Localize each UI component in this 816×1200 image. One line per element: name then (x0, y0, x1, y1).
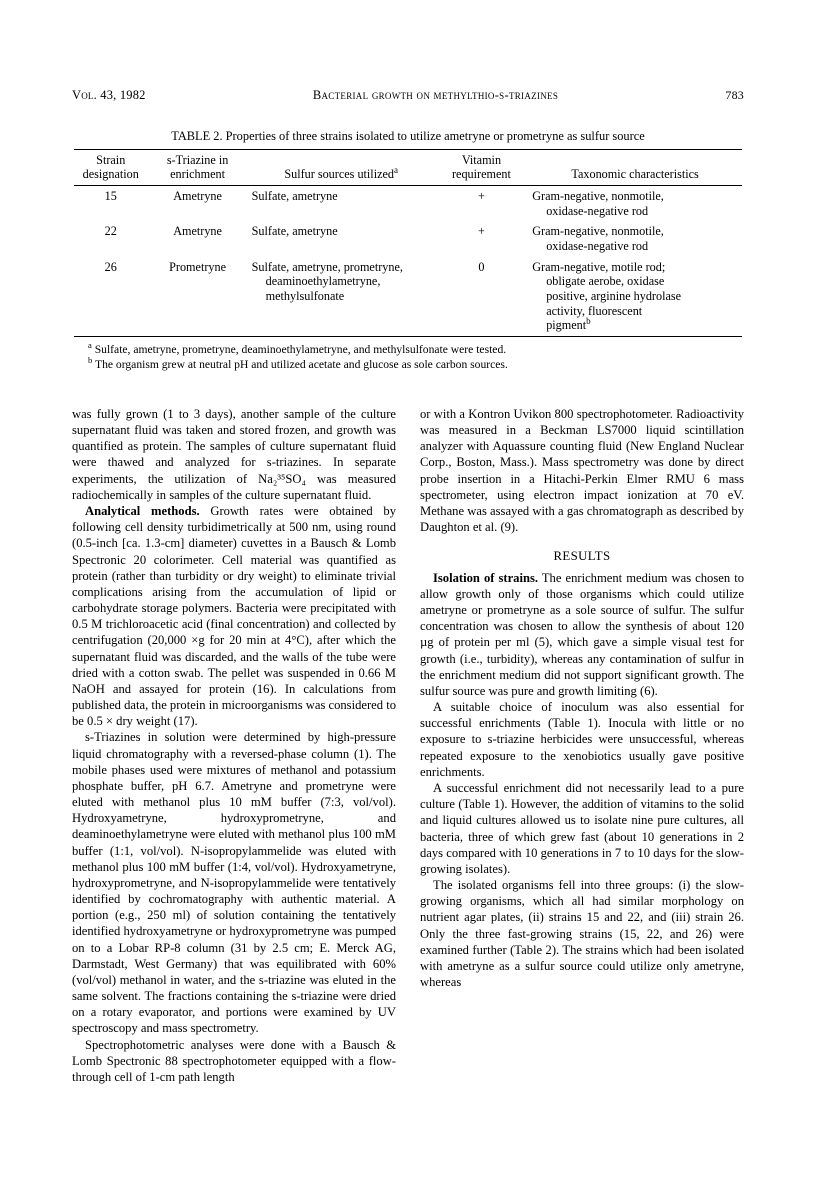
table-caption: TABLE 2. Properties of three strains isolated to utilize ametryne or prometryne as sulfur source (171, 129, 645, 143)
cell-triazine: Ametryne (173, 224, 222, 239)
table-row (74, 221, 742, 256)
cell-vitamin: + (478, 224, 485, 239)
cell-vitamin: 0 (478, 259, 485, 274)
table-row (74, 257, 742, 337)
cell-sulfur (248, 221, 435, 256)
cell-taxonomy-footnote-marker: b (586, 316, 591, 327)
col-header-triazine-line1: s-Triazine in enrichment (166, 153, 229, 182)
col-header-strain-line1: Strain designation (82, 153, 139, 182)
cell-taxonomy-line2: oxidase-negative rod (546, 238, 649, 253)
cell-taxonomy-line3: positive, arginine hydrolase (546, 288, 682, 303)
footnote-a-text: Sulfate, ametryne, prometryne, deaminoethylametryne, and methylsulfonate were tested. (94, 342, 507, 356)
runin-head-isolation-of-strains: Isolation of strains. (433, 570, 539, 585)
cell-taxonomy (528, 186, 742, 222)
paragraph-analytical-methods-text: Growth rates were obtained by following cell density turbidimetrically at 500 nm, using round (0.5-inch [ca. 1.3-cm] diameter) cuvettes in a Bausch & Lomb Spectronic 20 colorimeter. Cell material was quantified as protein (rather than turbidity or dry weight) to eliminate trivial complications arising from the accumulation of lipid or carbohydrate storage polymers. Bacteria were precipitated with 0.5 M trichloroacetic acid (final concentration) and collected by centrifugation (20,000 ×g for 20 min at 4°C), after which the supernatant fluid was discarded, and the walls of the tube were dried with a cotton swab. The pellet was suspended in 0.66 M NaOH and assayed for protein (16). In calculations from published data, the protein in microorganisms was considered to be 0.5 × dry weight (17). (72, 503, 397, 729)
col-header-triazine (147, 150, 247, 186)
footnote-b-text: The organism grew at neutral pH and utilized acetate and glucose as sole carbon sources. (95, 357, 508, 371)
table-row (74, 186, 742, 222)
footnote-b-marker: b (88, 355, 93, 366)
footnote-b (74, 357, 742, 372)
col-header-taxonomy (528, 150, 742, 186)
cell-taxonomy-line5 (532, 318, 738, 333)
cell-vitamin: + (478, 189, 485, 204)
col-header-strain (74, 150, 147, 186)
table-2 (74, 129, 742, 372)
col-header-vitamin-line1: Vitamin requirement (452, 153, 511, 182)
col-header-sulfur-label: Sulfur sources utilized (284, 167, 394, 182)
page-title: Bacterial growth on methylthio-s-triazines (312, 88, 559, 102)
column-right (420, 406, 744, 1085)
cell-taxonomy-line2: obligate aerobe, oxidase (546, 274, 665, 289)
paragraph-analytical-methods (72, 503, 396, 729)
table-header-row (74, 150, 742, 186)
col-header-sulfur (248, 150, 435, 186)
col-header-taxonomy-line1: Taxonomic characteristics (571, 167, 699, 182)
article-body (72, 406, 744, 1085)
cell-triazine: Prometryne (169, 259, 226, 274)
cell-taxonomy-line2: oxidase-negative rod (546, 203, 649, 218)
cell-sulfur (248, 186, 435, 222)
section-heading-results: RESULTS (553, 549, 611, 564)
paragraph-spectrophotometric: Spectrophotometric analyses were done with a Bausch & Lomb Spectronic 88 spectrophotometer equipped with a flow-through cell of 1-cm path length (72, 1037, 396, 1084)
page-number: 783 (725, 88, 744, 102)
table-footnotes (74, 339, 742, 372)
footnote-a (74, 339, 742, 357)
cell-taxonomy-line1: Gram-negative, motile rod; (532, 259, 666, 274)
properties-table (74, 149, 742, 337)
cell-sulfur-line: Sulfate, ametryne (251, 224, 338, 239)
cell-strain: 22 (104, 224, 117, 239)
cell-sulfur (248, 257, 435, 337)
cell-taxonomy (528, 257, 742, 337)
cell-sulfur-line3: methylsulfonate (265, 288, 345, 303)
paragraph-triazines-hplc: s-Triazines in solution were determined by high-pressure liquid chromatography with a reversed-phase column (1). The mobile phases used were mixtures of methanol and potassium phosphate buffer, pH 6.7. Ametryne and prometryne were eluted with methanol plus 10 mM buffer (7:3, vol/vol). Hydroxyametryne, hydroxyprometryne, and deaminoethylametryne were eluted with methanol plus 100 mM buffer (1:1, vol/vol). N-isopropylammelide was eluted with methanol plus 100 mM buffer (1:4, vol/vol). Hydroxyametryne, hydroxyprometryne, and N-isopropylammelide were tentatively identified by cochromatography with authentic material. A portion (e.g., 250 ml) of solution containing the tentatively identified hydroxyametryne or hydroxyprometryne was pumped on to a Lobar RP-8 column (31 by 2.5 cm; E. Merck AG, Darmstadt, West Germany) that was equilibrated with 60% (vol/vol) methanol in water, and the s-triazine was eluted in the same solvent. The fractions containing the s-triazine were dried on a rotary evaporator, and portions were examined by UV spectroscopy and mass spectrometry. (72, 730, 396, 1036)
cell-taxonomy-line5-text: pigment (546, 318, 587, 333)
paragraph-instruments: or with a Kontron Uvikon 800 spectrophotometer. Radioactivity was measured in a Beckman LS7000 liquid scintillation analyzer with Aquassure counting fluid (New England Nuclear Corp., Boston, Mass.). Mass spectrometry was done by direct probe insertion in a Hitachi-Perkin Elmer RMU 6 mass spectrometer, using electron impact ionization at 70 eV. Methane was assayed with a gas chromatograph as described by Daughton et al. (9). (420, 406, 744, 535)
footnote-a-marker: a (88, 339, 92, 350)
cell-sulfur-line: Sulfate, ametryne (251, 189, 338, 204)
cell-taxonomy (528, 221, 742, 256)
runin-head-analytical-methods: Analytical methods. (85, 503, 200, 518)
paragraph-inoculum: A suitable choice of inoculum was also essential for successful enrichments (Table 1). Inocula with little or no exposure to s-triazine herbicides were unsuccessful, whereas repeated exposure to the xenobiotics usually gave positive enrichments. (420, 700, 744, 779)
running-head (72, 88, 744, 103)
paragraph-three-groups: The isolated organisms fell into three groups: (i) the slow-growing organisms, which all had similar morphology on nutrient agar plates, (ii) strains 15 and 22, and (iii) strain 26. Only the three fast-growing strains (15, 22, and 26) were examined further (Table 2). The strains which had been isolated with ametryne as a sulfur source could utilize only ametryne, whereas (420, 878, 744, 990)
col-header-sulfur-footnote-marker: a (394, 164, 399, 175)
cell-triazine: Ametryne (173, 189, 222, 204)
cell-taxonomy-line1: Gram-negative, nonmotile, (532, 189, 664, 204)
col-header-vitamin (435, 150, 529, 186)
paragraph-isolation-of-strains (420, 570, 744, 699)
cell-taxonomy-line4: activity, fluorescent (546, 303, 643, 318)
cell-sulfur-line1: Sulfate, ametryne, prometryne, (251, 259, 403, 274)
paragraph-pure-cultures: A successful enrichment did not necessarily lead to a pure culture (Table 1). However, the addition of vitamins to the solid and liquid cultures allowed us to isolate nine pure cultures, all bacteria, three of which grew fast (about 10 generations in 2 days compared with 10 generations in 7 to 10 days for the slow-growing isolates). (420, 781, 744, 876)
volume-year: Vol. 43, 1982 (72, 88, 146, 102)
cell-strain: 15 (104, 189, 117, 204)
paragraph-isolation-text: The enrichment medium was chosen to allow growth only of those organisms which could utilize ametryne or prometryne as a sole source of sulfur. The sulfur concentration was chosen to allow the synthesis of about 120 µg of protein per ml (5), which gave a simple visual test for growth (i.e., turbidity), whereas any contamination of sulfur in the enrichment medium did not support significant growth. The sulfur source was pure and growth limiting (6). (420, 570, 744, 698)
column-left (72, 406, 396, 1085)
cell-sulfur-line2: deaminoethylametryne, (265, 274, 381, 289)
paragraph-continued: was fully grown (1 to 3 days), another sample of the culture supernatant fluid was taken and stored frozen, and growth was quantified as protein. The samples of culture supernatant fluid were thawed and analyzed for s-triazines. In separate experiments, the utilization of Na₂³⁵SO₄ was measured radiochemically in samples of the culture supernatant fluid. (72, 406, 396, 502)
cell-taxonomy-line1: Gram-negative, nonmotile, (532, 224, 664, 239)
cell-strain: 26 (104, 259, 117, 274)
